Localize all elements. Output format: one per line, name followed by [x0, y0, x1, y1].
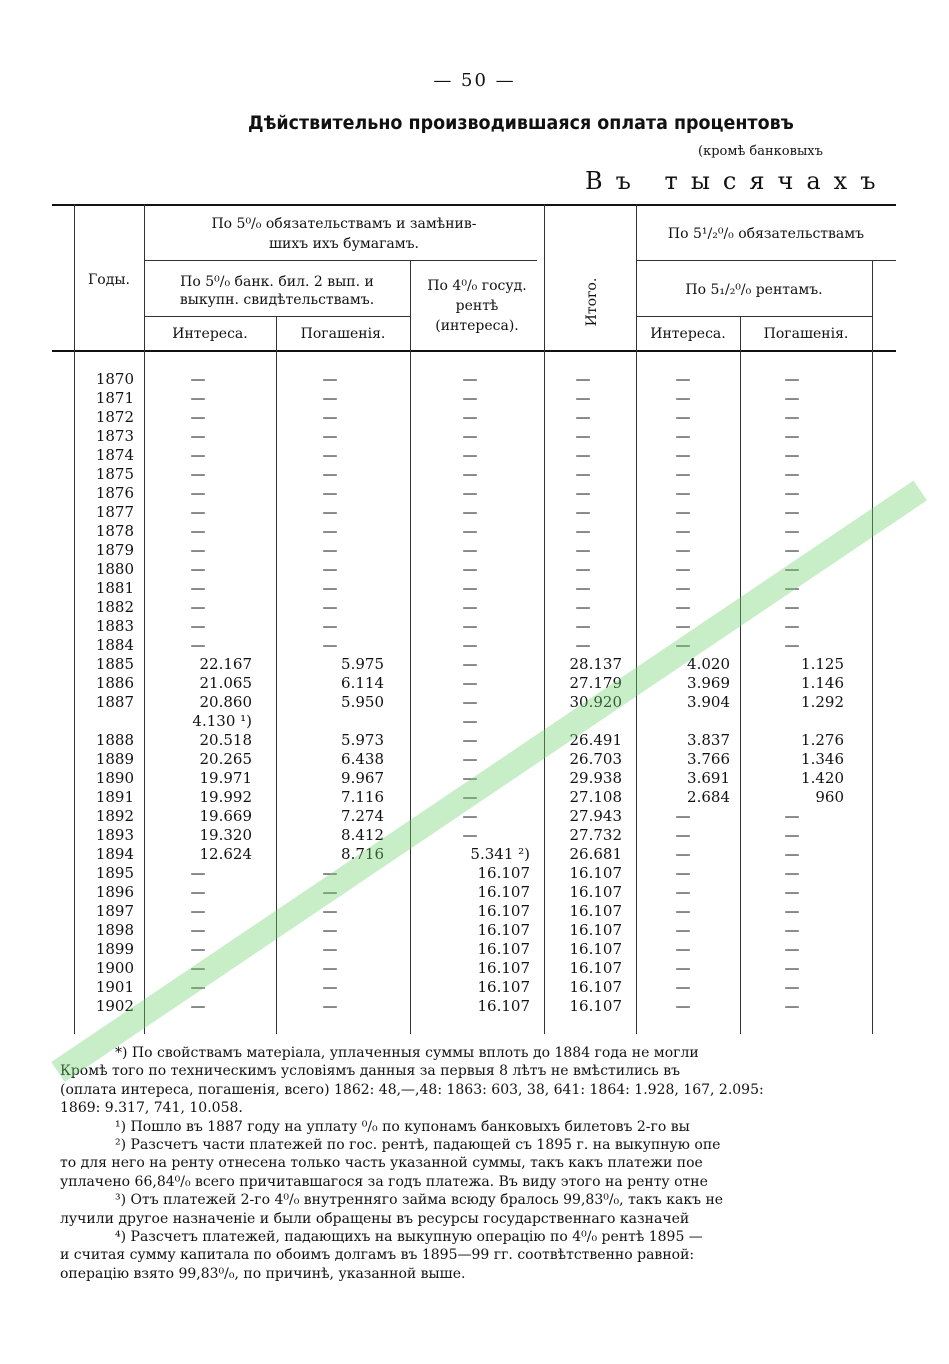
table-cell: —: [322, 978, 338, 996]
table-cell: —: [675, 427, 691, 445]
table-cell: —: [462, 750, 478, 768]
table-cell: —: [675, 598, 691, 616]
footnote-line: (оплата интереса, погашенія, всего) 1862: 48,—,48: 1863: 603, 38, 641: 1864: 1.928, 167, 2.095:: [60, 1081, 764, 1098]
table-cell: —: [675, 883, 691, 901]
header-bank-line1: По 5⁰/₀ банк. бил. 2 вып. и: [180, 274, 374, 290]
table-cell: —: [784, 541, 800, 559]
table-cell: —: [322, 579, 338, 597]
table-cell: 1.146: [801, 674, 844, 692]
table-cell: —: [462, 598, 478, 616]
table-cell: 3.766: [687, 750, 730, 768]
table-cell: 22.167: [199, 655, 252, 673]
table-cell: 16.107: [477, 902, 530, 920]
table-cell: —: [675, 997, 691, 1015]
year-cell: 1875: [95, 465, 134, 483]
table-cell: —: [462, 769, 478, 787]
table-cell: 16.107: [569, 997, 622, 1015]
year-cell: 1897: [95, 902, 134, 920]
table-cell: —: [462, 446, 478, 464]
header-group1-line1: По 5⁰/₀ обязательствамъ и замѣнив-: [211, 216, 477, 232]
table-cell: —: [575, 560, 591, 578]
units-label: Въ тысячахъ: [585, 167, 889, 195]
table-cell: —: [575, 522, 591, 540]
footnote-line: 1869: 9.317, 741, 10.058.: [60, 1100, 243, 1117]
table-cell: —: [575, 484, 591, 502]
table-cell: —: [462, 541, 478, 559]
year-cell: 1894: [95, 845, 134, 863]
table-cell: —: [190, 522, 206, 540]
footnote-line: ²) Разсчетъ части платежей по гос. рентѣ, падающей съ 1895 г. на выкупную опе: [115, 1137, 721, 1153]
table-top-rule: [52, 204, 896, 206]
table-cell: 6.114: [341, 674, 384, 692]
table-cell: 1.292: [801, 693, 844, 711]
table-cell: 6.438: [341, 750, 384, 768]
table-cell: 12.624: [199, 845, 252, 863]
table-cell: —: [675, 902, 691, 920]
year-cell: 1872: [95, 408, 134, 426]
year-cell: 1881: [95, 579, 134, 597]
year-cell: 1896: [95, 883, 134, 901]
table-cell: —: [784, 579, 800, 597]
header-rente4-line1: По 4⁰/₀ госуд.: [427, 278, 527, 294]
year-cell: 1902: [95, 997, 134, 1015]
table-cell: —: [462, 712, 478, 730]
table-cell: —: [575, 408, 591, 426]
table-cell: 16.107: [477, 883, 530, 901]
table-cell: —: [322, 541, 338, 559]
table-cell: —: [462, 579, 478, 597]
table-cell: 7.116: [341, 788, 384, 806]
footnote-line: уплачено 66,84⁰/₀ всего причитавшагося за годъ платежа. Въ виду этого на ренту отне: [60, 1173, 708, 1190]
table-cell: —: [190, 484, 206, 502]
table-cell: —: [575, 389, 591, 407]
table-cell: 2.684: [687, 788, 730, 806]
table-cell: 27.943: [569, 807, 622, 825]
table-cell: —: [462, 408, 478, 426]
year-cell: 1890: [95, 769, 134, 787]
table-cell: —: [322, 465, 338, 483]
table-cell: —: [675, 408, 691, 426]
table-cell: —: [575, 465, 591, 483]
table-cell: —: [575, 427, 591, 445]
table-cell: 5.975: [341, 655, 384, 673]
table-cell: —: [784, 921, 800, 939]
group2-header-rule: [636, 260, 896, 261]
table-cell: —: [190, 636, 206, 654]
col-divider: [872, 260, 873, 1034]
table-cell: —: [190, 598, 206, 616]
table-cell: —: [784, 408, 800, 426]
table-cell: —: [322, 560, 338, 578]
year-cell: 1893: [95, 826, 134, 844]
table-cell: —: [462, 560, 478, 578]
page-subtitle: (кромѣ банковыхъ: [698, 144, 823, 159]
table-cell: —: [575, 541, 591, 559]
table-cell: 19.320: [199, 826, 252, 844]
table-cell: 16.107: [569, 883, 622, 901]
table-cell: —: [190, 370, 206, 388]
table-cell: 5.950: [341, 693, 384, 711]
table-cell: —: [575, 503, 591, 521]
table-cell: —: [322, 921, 338, 939]
table-cell: —: [675, 389, 691, 407]
table-cell: 16.107: [569, 940, 622, 958]
footnote-line: ¹) Пошло въ 1887 году на уплату ⁰/₀ по купонамъ банковыхъ билетовъ 2-го вы: [115, 1118, 690, 1135]
table-cell: —: [784, 560, 800, 578]
table-cell: —: [784, 484, 800, 502]
table-cell: —: [675, 978, 691, 996]
table-cell: 3.904: [687, 693, 730, 711]
table-cell: 26.491: [569, 731, 622, 749]
table-cell: 5.973: [341, 731, 384, 749]
table-cell: —: [462, 427, 478, 445]
table-cell: —: [784, 845, 800, 863]
year-cell: 1895: [95, 864, 134, 882]
table-cell: 19.669: [199, 807, 252, 825]
table-cell: —: [322, 959, 338, 977]
table-cell: 7.274: [341, 807, 384, 825]
table-cell: —: [575, 579, 591, 597]
table-cell: —: [462, 731, 478, 749]
table-cell: —: [462, 636, 478, 654]
table-cell: —: [190, 940, 206, 958]
table-cell: —: [462, 370, 478, 388]
table-cell: —: [675, 465, 691, 483]
table-cell: —: [322, 522, 338, 540]
table-cell: —: [462, 465, 478, 483]
year-cell: 1898: [95, 921, 134, 939]
table-cell: —: [784, 902, 800, 920]
year-cell: 1884: [95, 636, 134, 654]
table-cell: —: [322, 389, 338, 407]
footnote-line: лучили другое назначеніе и были обращены въ ресурсы государственнаго казначей: [60, 1210, 690, 1227]
header-interest2: Интереса.: [650, 326, 726, 342]
year-cell: 1870: [95, 370, 134, 388]
table-cell: —: [675, 446, 691, 464]
table-cell: 19.992: [199, 788, 252, 806]
subheader-rule: [144, 316, 410, 317]
table-cell: —: [675, 864, 691, 882]
table-cell: —: [675, 807, 691, 825]
table-cell: —: [190, 427, 206, 445]
table-cell: —: [675, 541, 691, 559]
table-cell: —: [784, 617, 800, 635]
table-cell: —: [190, 883, 206, 901]
year-cell: 1879: [95, 541, 134, 559]
table-cell: 20.860: [199, 693, 252, 711]
table-cell: —: [784, 997, 800, 1015]
table-cell: —: [784, 370, 800, 388]
table-cell: 16.107: [477, 997, 530, 1015]
table-cell: 1.125: [801, 655, 844, 673]
table-cell: 20.265: [199, 750, 252, 768]
table-cell: 16.107: [477, 940, 530, 958]
table-cell: 27.179: [569, 674, 622, 692]
table-cell: 16.107: [569, 959, 622, 977]
table-cell: —: [575, 598, 591, 616]
table-cell: —: [675, 484, 691, 502]
table-cell: 19.971: [199, 769, 252, 787]
table-cell: 16.107: [477, 921, 530, 939]
header-redemption: Погашенія.: [300, 326, 386, 342]
year-cell: 1886: [95, 674, 134, 692]
table-cell: —: [322, 883, 338, 901]
year-cell: 1876: [95, 484, 134, 502]
table-cell: 9.967: [341, 769, 384, 787]
table-cell: —: [675, 921, 691, 939]
table-cell: —: [190, 541, 206, 559]
table-cell: —: [575, 617, 591, 635]
table-cell: —: [784, 503, 800, 521]
table-cell: —: [462, 674, 478, 692]
table-cell: 1.420: [801, 769, 844, 787]
table-cell: —: [322, 408, 338, 426]
table-cell: —: [322, 997, 338, 1015]
table-cell: —: [190, 389, 206, 407]
table-cell: 8.412: [341, 826, 384, 844]
table-cell: 30.920: [569, 693, 622, 711]
table-cell: —: [675, 560, 691, 578]
table-cell: 20.518: [199, 731, 252, 749]
table-cell: 28.137: [569, 655, 622, 673]
table-cell: —: [322, 617, 338, 635]
table-cell: —: [462, 693, 478, 711]
footnote-line: то для него на ренту отнесена только часть указанной суммы, такъ какъ платежи пое: [60, 1155, 703, 1172]
table-cell: —: [784, 522, 800, 540]
header-bottom-rule: [52, 350, 896, 352]
table-cell: 4.020: [687, 655, 730, 673]
year-cell: 1892: [95, 807, 134, 825]
table-cell: —: [675, 579, 691, 597]
table-cell: —: [190, 579, 206, 597]
table-cell: 3.969: [687, 674, 730, 692]
table-cell: —: [784, 864, 800, 882]
table-cell: —: [784, 807, 800, 825]
table-cell: 4.130 ¹): [192, 712, 252, 730]
year-cell: 1899: [95, 940, 134, 958]
table-cell: 1.346: [801, 750, 844, 768]
year-cell: 1883: [95, 617, 134, 635]
table-cell: —: [190, 864, 206, 882]
year-cell: 1900: [95, 959, 134, 977]
subheader2-rule: [636, 316, 872, 317]
year-cell: 1885: [95, 655, 134, 673]
footnote-line: ⁴) Разсчетъ платежей, падающихъ на выкупную операцію по 4⁰/₀ рентѣ 1895 —: [115, 1229, 703, 1245]
year-cell: 1874: [95, 446, 134, 464]
table-cell: —: [190, 921, 206, 939]
data-table: [52, 204, 896, 1034]
table-cell: —: [675, 940, 691, 958]
table-cell: —: [462, 389, 478, 407]
year-cell: 1889: [95, 750, 134, 768]
table-cell: —: [190, 959, 206, 977]
table-cell: —: [190, 617, 206, 635]
table-cell: —: [675, 845, 691, 863]
year-cell: 1871: [95, 389, 134, 407]
header-bank-line2: выкупн. свидѣтельствамъ.: [179, 292, 375, 308]
table-cell: —: [784, 465, 800, 483]
table-cell: —: [322, 446, 338, 464]
table-cell: —: [462, 484, 478, 502]
footnote-line: ³) Отъ платежей 2-го 4⁰/₀ внутренняго займа всюду бралось 99,83⁰/₀, такъ какъ не: [115, 1192, 724, 1209]
table-cell: —: [190, 902, 206, 920]
table-cell: —: [784, 598, 800, 616]
table-cell: —: [462, 655, 478, 673]
table-cell: 5.341 ²): [470, 845, 530, 863]
table-cell: —: [190, 560, 206, 578]
table-cell: —: [575, 446, 591, 464]
table-cell: 16.107: [569, 864, 622, 882]
table-cell: —: [190, 503, 206, 521]
table-cell: —: [675, 959, 691, 977]
table-cell: —: [675, 826, 691, 844]
year-cell: 1873: [95, 427, 134, 445]
table-cell: —: [322, 370, 338, 388]
footnote-line: операцію взято 99,83⁰/₀, по причинѣ, указанной выше.: [60, 1265, 466, 1282]
table-cell: —: [784, 389, 800, 407]
table-cell: —: [784, 446, 800, 464]
table-cell: 960: [815, 788, 844, 806]
table-cell: —: [784, 826, 800, 844]
page-number: — 50 —: [433, 70, 516, 91]
table-cell: —: [784, 636, 800, 654]
table-cell: —: [784, 940, 800, 958]
table-cell: —: [322, 484, 338, 502]
table-cell: 16.107: [569, 978, 622, 996]
footnote-line: Кромѣ того по техническимъ условіямъ данныя за первыя 8 лѣтъ не вмѣстились въ: [60, 1063, 681, 1080]
header-redemption2: Погашенія.: [763, 326, 849, 342]
year-cell: 1888: [95, 731, 134, 749]
table-cell: 16.107: [569, 902, 622, 920]
year-cell: 1882: [95, 598, 134, 616]
table-cell: 16.107: [477, 959, 530, 977]
table-cell: —: [462, 788, 478, 806]
table-cell: —: [322, 864, 338, 882]
year-cell: 1887: [95, 693, 134, 711]
header-total: Итого.: [584, 277, 600, 327]
table-cell: —: [675, 370, 691, 388]
table-cell: 8.716: [341, 845, 384, 863]
table-cell: —: [575, 636, 591, 654]
table-cell: —: [784, 959, 800, 977]
header-rente55: По 5₁/₂⁰/₀ рентамъ.: [685, 282, 823, 298]
year-cell: 1877: [95, 503, 134, 521]
header-group1-line2: шихъ ихъ бумагамъ.: [268, 236, 419, 252]
table-cell: —: [784, 427, 800, 445]
table-cell: 26.681: [569, 845, 622, 863]
table-cell: —: [675, 503, 691, 521]
table-cell: 16.107: [569, 921, 622, 939]
table-cell: —: [675, 522, 691, 540]
table-cell: —: [462, 807, 478, 825]
table-cell: —: [462, 826, 478, 844]
table-cell: —: [190, 446, 206, 464]
table-cell: 27.732: [569, 826, 622, 844]
year-cell: 1880: [95, 560, 134, 578]
year-cell: 1901: [95, 978, 134, 996]
table-cell: 3.837: [687, 731, 730, 749]
header-rente4-line3: (интереса).: [435, 318, 519, 334]
table-cell: —: [322, 902, 338, 920]
footnote-line: *) По свойствамъ матеріала, уплаченныя суммы вплоть до 1884 года не могли: [115, 1045, 699, 1061]
table-cell: —: [322, 940, 338, 958]
table-cell: —: [322, 503, 338, 521]
table-cell: 21.065: [199, 674, 252, 692]
table-cell: —: [575, 370, 591, 388]
header-interest: Интереса.: [172, 326, 248, 342]
table-cell: —: [322, 598, 338, 616]
table-cell: 26.703: [569, 750, 622, 768]
year-cell: 1891: [95, 788, 134, 806]
table-cell: —: [675, 636, 691, 654]
table-cell: 16.107: [477, 978, 530, 996]
table-cell: —: [322, 427, 338, 445]
table-cell: 27.108: [569, 788, 622, 806]
table-cell: 29.938: [569, 769, 622, 787]
table-cell: —: [322, 636, 338, 654]
table-cell: —: [190, 997, 206, 1015]
header-group2: По 5¹/₂⁰/₀ обязательствамъ: [667, 226, 865, 242]
page-title: Дѣйствительно производившаяся оплата процентовъ: [248, 112, 794, 134]
table-cell: —: [784, 978, 800, 996]
table-cell: —: [462, 522, 478, 540]
table-cell: —: [784, 883, 800, 901]
table-cell: —: [190, 978, 206, 996]
header-rente4-line2: рентѣ: [455, 298, 499, 314]
table-cell: 1.276: [801, 731, 844, 749]
table-cell: —: [462, 503, 478, 521]
table-cell: —: [675, 617, 691, 635]
footnote-line: и считая сумму капитала по обоимъ долгамъ въ 1895—99 гг. соотвѣтственно равной:: [60, 1247, 695, 1264]
table-cell: —: [462, 617, 478, 635]
header-years: Годы.: [88, 272, 130, 288]
table-cell: —: [190, 408, 206, 426]
table-cell: 16.107: [477, 864, 530, 882]
table-cell: 3.691: [687, 769, 730, 787]
table-cell: —: [190, 465, 206, 483]
year-cell: 1878: [95, 522, 134, 540]
group-header-rule: [144, 260, 537, 261]
